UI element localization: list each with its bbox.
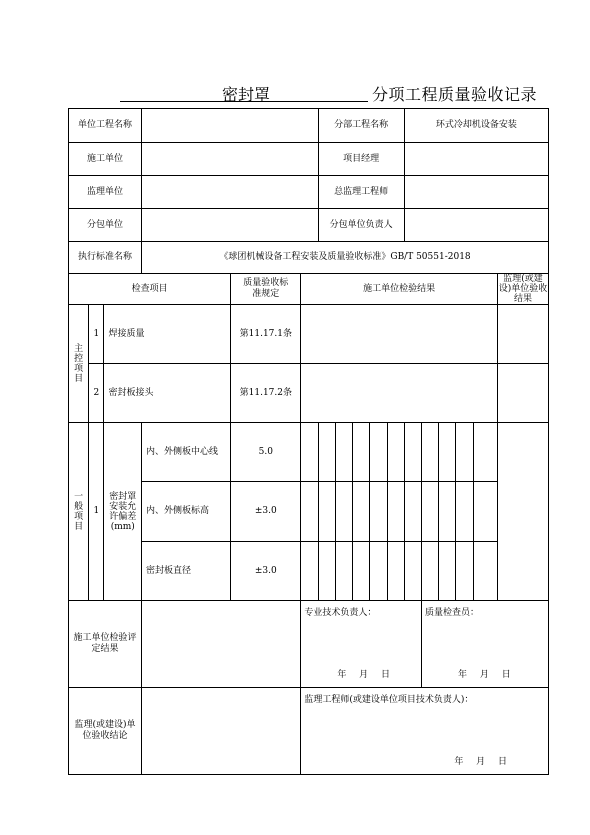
- construction-eval-row: [69, 601, 549, 688]
- measure-cell[interactable]: [421, 542, 438, 601]
- quality-inspector-label: 质量检查员：: [424, 607, 479, 618]
- measure-cell[interactable]: [353, 482, 370, 542]
- main-control-group-label: 主控项目: [69, 305, 89, 423]
- measure-cell[interactable]: [301, 542, 318, 601]
- subcontract-leader-value[interactable]: [404, 209, 548, 242]
- measure-cell[interactable]: [439, 423, 456, 482]
- row-unit-project: [69, 109, 549, 143]
- main-control-construction-result[interactable]: [301, 364, 498, 423]
- general-row-1: [69, 423, 549, 482]
- supervision-conclusion-row: [69, 688, 549, 775]
- quality-inspector-cell[interactable]: [421, 601, 548, 688]
- construction-unit-label: 施工单位: [69, 143, 142, 176]
- main-control-row-1: [69, 305, 549, 364]
- measure-cell[interactable]: [404, 542, 421, 601]
- measure-cell[interactable]: [387, 542, 404, 601]
- main-control-item-name: 焊接质量: [104, 305, 231, 364]
- standard-value: 《球团机械设备工程安装及质量验收标准》GB/T 50551-2018: [142, 242, 549, 274]
- measure-cell[interactable]: [387, 482, 404, 542]
- measure-cell[interactable]: [473, 423, 497, 482]
- standard-label: 执行标准名称: [69, 242, 142, 274]
- measure-cell[interactable]: [439, 542, 456, 601]
- row-standard: [69, 242, 549, 274]
- title-suffix: 分项工程质量验收记录: [372, 85, 538, 104]
- tech-leader-cell[interactable]: [301, 601, 422, 688]
- general-sub-label: 密封罩安装允许偏差(mm): [104, 423, 142, 601]
- chief-supervisor-label: 总监理工程师: [318, 176, 404, 209]
- subcontract-leader-label: 分包单位负责人: [318, 209, 404, 242]
- construction-unit-value[interactable]: [142, 143, 319, 176]
- row-header: [69, 274, 549, 305]
- measure-cell[interactable]: [456, 423, 473, 482]
- measure-cell[interactable]: [353, 542, 370, 601]
- construction-eval-label: 施工单位检验评定结果: [69, 601, 142, 688]
- general-item-spec: ±3.0: [231, 482, 301, 542]
- measure-cell[interactable]: [404, 482, 421, 542]
- main-control-item-name: 密封板接头: [104, 364, 231, 423]
- measure-cell[interactable]: [335, 482, 352, 542]
- supervision-unit-label: 监理单位: [69, 176, 142, 209]
- title-name: 密封罩: [222, 85, 271, 104]
- general-item-name: 密封板直径: [142, 542, 231, 601]
- main-control-item-spec: 第11.17.2条: [231, 364, 301, 423]
- supervision-unit-value[interactable]: [142, 176, 319, 209]
- subcontract-unit-label: 分包单位: [69, 209, 142, 242]
- unit-project-value[interactable]: [142, 109, 319, 143]
- header-check-item: 检查项目: [69, 274, 231, 305]
- measure-cell[interactable]: [301, 482, 318, 542]
- header-construction-result: 施工单位检验结果: [301, 274, 498, 305]
- project-manager-label: 项目经理: [318, 143, 404, 176]
- measure-cell[interactable]: [439, 482, 456, 542]
- supervision-conclusion-value[interactable]: [142, 688, 301, 775]
- row-supervision-unit: [69, 176, 549, 209]
- main-control-item-no: 1: [89, 305, 104, 364]
- construction-eval-value[interactable]: [142, 601, 301, 688]
- general-item-no: 1: [89, 423, 104, 601]
- supervision-engineer-date: 年 月 日: [454, 756, 508, 767]
- document-title: [0, 80, 590, 106]
- row-construction-unit: [69, 143, 549, 176]
- general-supervision-result[interactable]: [498, 423, 549, 601]
- subcontract-unit-value[interactable]: [142, 209, 319, 242]
- measure-cell[interactable]: [370, 542, 387, 601]
- measure-cell[interactable]: [318, 482, 335, 542]
- quality-inspector-date: 年 月 日: [457, 669, 511, 680]
- general-item-name: 内、外侧板中心线: [142, 423, 231, 482]
- measure-cell[interactable]: [335, 423, 352, 482]
- acceptance-record-table: [68, 108, 549, 775]
- general-group-label: 一般项目: [69, 423, 89, 601]
- measure-cell[interactable]: [421, 482, 438, 542]
- sub-project-label: 分部工程名称: [318, 109, 404, 143]
- general-item-name: 内、外侧板标高: [142, 482, 231, 542]
- header-quality-spec: 质量验收标准规定: [231, 274, 301, 305]
- row-subcontract-unit: [69, 209, 549, 242]
- chief-supervisor-value[interactable]: [404, 176, 548, 209]
- unit-project-label: 单位工程名称: [69, 109, 142, 143]
- main-control-construction-result[interactable]: [301, 305, 498, 364]
- measure-cell[interactable]: [318, 542, 335, 601]
- supervision-conclusion-label: 监理(或建设)单位验收结论: [69, 688, 142, 775]
- tech-leader-label: 专业技术负责人：: [304, 607, 377, 618]
- measure-cell[interactable]: [301, 423, 318, 482]
- main-control-item-spec: 第11.17.1条: [231, 305, 301, 364]
- measure-cell[interactable]: [473, 542, 497, 601]
- measure-cell[interactable]: [456, 542, 473, 601]
- measure-cell[interactable]: [335, 542, 352, 601]
- supervision-engineer-cell[interactable]: [301, 688, 549, 775]
- tech-leader-date: 年 月 日: [337, 669, 391, 680]
- general-item-spec: ±3.0: [231, 542, 301, 601]
- main-control-item-no: 2: [89, 364, 104, 423]
- main-control-supervision-result[interactable]: [498, 364, 549, 423]
- main-control-supervision-result[interactable]: [498, 305, 549, 364]
- measure-cell[interactable]: [421, 423, 438, 482]
- header-supervision-result: 监理(或建设)单位验收结果: [498, 274, 548, 304]
- measure-cell[interactable]: [370, 423, 387, 482]
- measure-cell[interactable]: [370, 482, 387, 542]
- measure-cell[interactable]: [387, 423, 404, 482]
- main-control-row-2: [69, 364, 549, 423]
- measure-cell[interactable]: [318, 423, 335, 482]
- sub-project-value[interactable]: 环式冷却机设备安装: [404, 109, 548, 143]
- measure-cell[interactable]: [404, 423, 421, 482]
- supervision-engineer-label: 监理工程师(或建设单位项目技术负责人)：: [304, 694, 474, 705]
- project-manager-value[interactable]: [404, 143, 548, 176]
- measure-cell[interactable]: [353, 423, 370, 482]
- measure-cell[interactable]: [456, 482, 473, 542]
- general-item-spec: 5.0: [231, 423, 301, 482]
- measure-cell[interactable]: [473, 482, 497, 542]
